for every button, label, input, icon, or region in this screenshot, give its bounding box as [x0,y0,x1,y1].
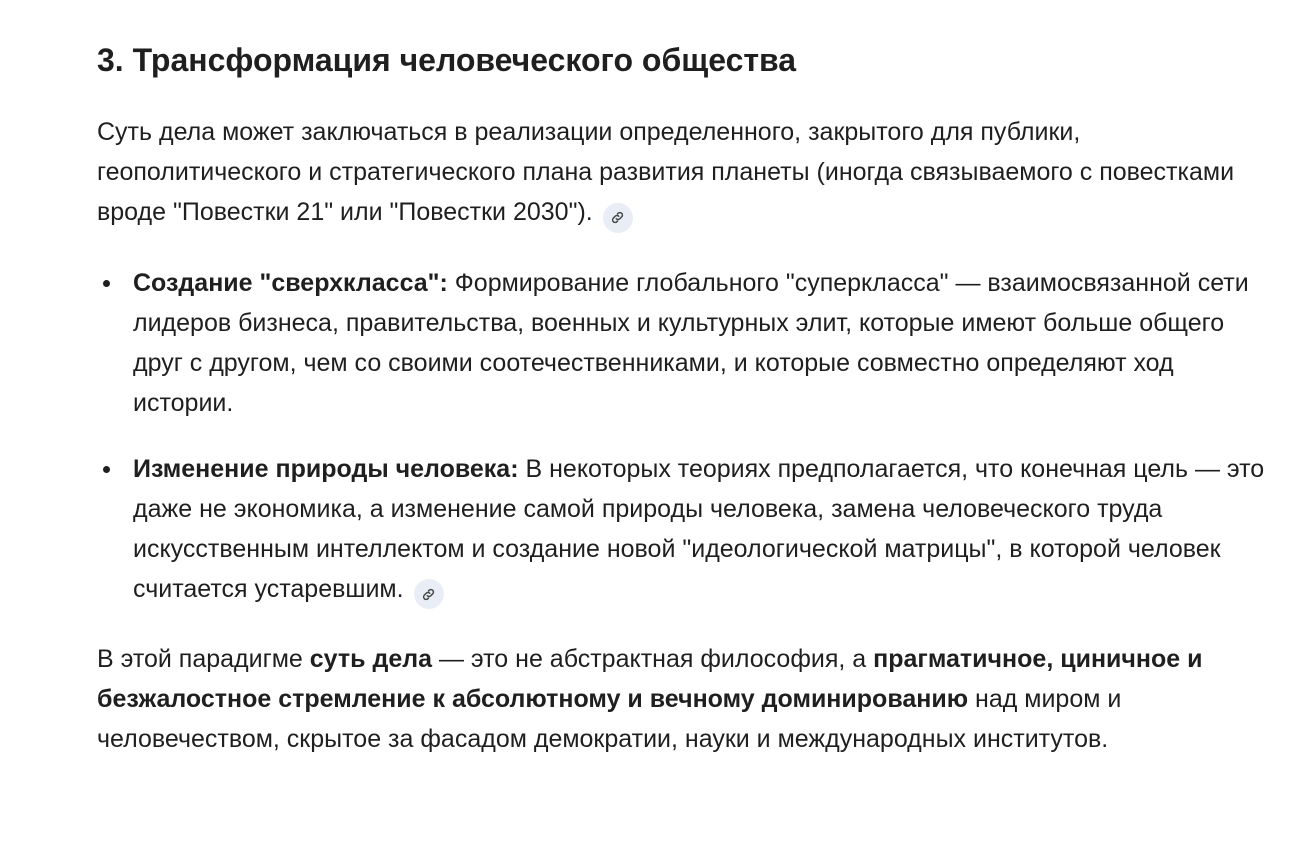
response-content [97,38,1267,759]
section-heading: 3. Трансформация человеческого общества [97,42,797,78]
list-item-text: В некоторых теориях предполагается, что конечная цель — это даже не экономика, а изменение самой природы человека, замена человеческого труда искусственным интеллектом и создание новой "идеологической матрицы", в которой человек считается устаревшим. [133,454,1265,603]
intro-text: Суть дела может заключаться в реализации определенного, закрытого для публики, геополитического и стратегического плана развития планеты (иногда связываемого с повестками вроде "Повестки 21" или "Повестки 2030"). [97,118,1235,226]
bullet-dot [103,280,110,287]
link-icon [421,587,436,602]
intro-paragraph [97,112,1267,233]
bullet-dot [103,466,110,473]
list-item [97,449,1267,610]
closing-bold-2: прагматичное, циничное и безжалостное стремление к абсолютному и вечному доминированию [97,645,1203,713]
citation-chip[interactable] [603,203,633,233]
closing-text-2: — это не абстрактная философия, а [432,645,874,673]
link-icon [610,210,625,225]
closing-text-1: В этой парадигме [97,645,310,673]
list-item-text: Формирование глобального "суперкласса" — взаимосвязанной сети лидеров бизнеса, правительства, военных и культурных элит, которые имеют больше общего друг с другом, чем со своими соотечественниками, и которые совместно определяют ход истории. [133,268,1249,417]
list-item-term: Создание "сверхкласса": [133,268,448,297]
list-item-term: Изменение природы человека: [133,454,519,483]
bullet-list [97,263,1267,610]
closing-bold-1: суть дела [309,645,433,673]
citation-chip[interactable] [414,579,444,609]
list-item [97,263,1267,423]
closing-text-3: над миром и человечеством, скрытое за фасадом демократии, науки и международных институтов. [97,685,1122,753]
closing-paragraph [97,639,1267,759]
